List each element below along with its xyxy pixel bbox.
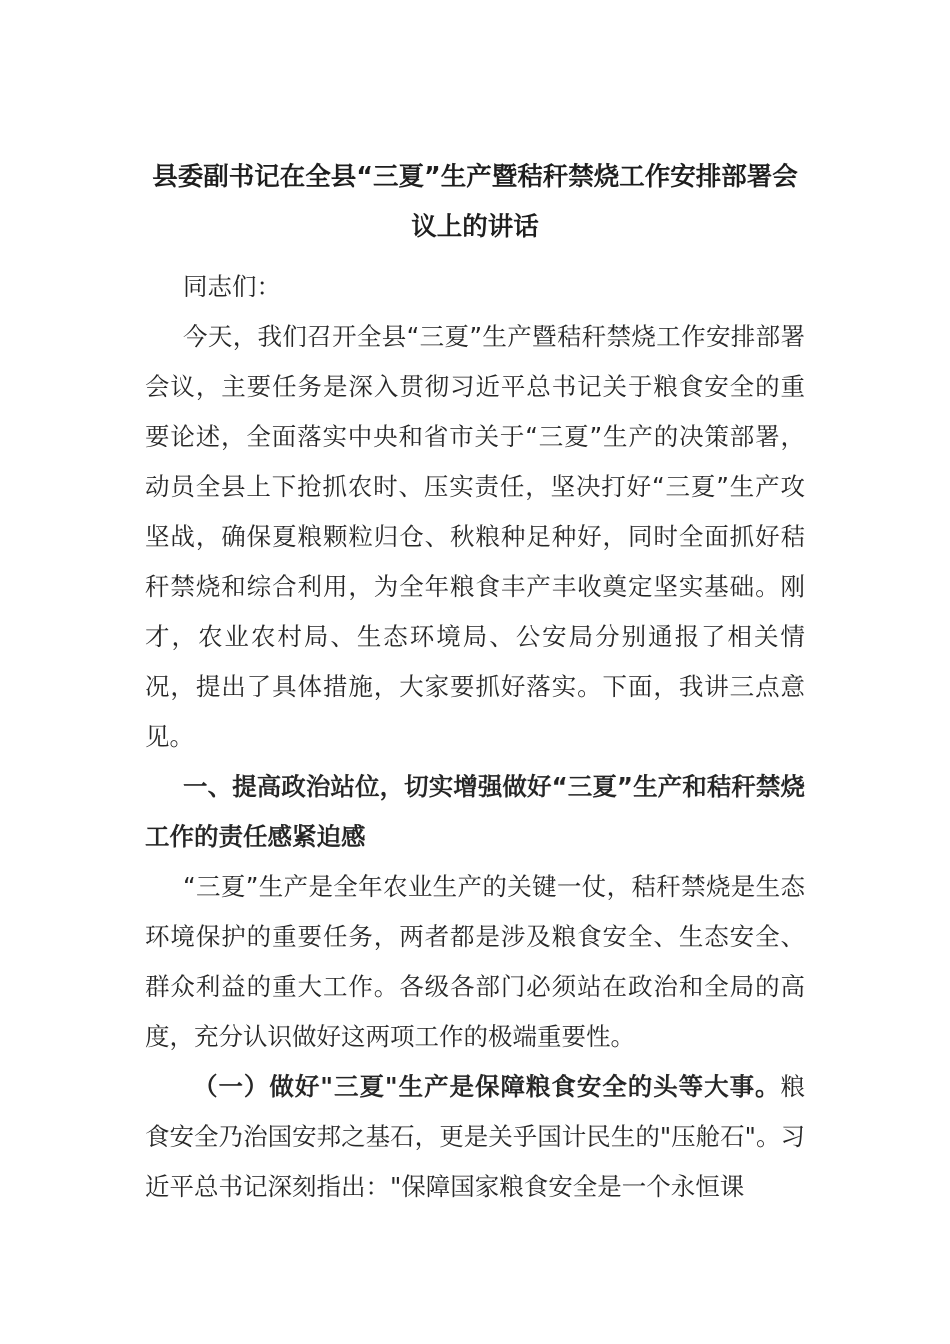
- section-heading: 一、提高政治站位，切实增强做好“三夏”生产和秸秆禁烧工作的责任感紧迫感: [145, 772, 805, 851]
- section-paragraph: “三夏”生产是全年农业生产的关键一仗，秸秆禁烧是生态环境保护的重要任务，两者都是涉及粮食安全、生态安全、群众利益的重大工作。各级各部门必须站在政治和全局的高度，充分认识做好这两项工作的极端重要性。: [145, 872, 805, 1051]
- subsection-text: 粮食安全乃治国安邦之基石，更是关乎国计民生的"压舱石"。习近平总书记深刻指出："保障国家粮食安全是一个永恒课: [145, 1072, 805, 1201]
- intro-paragraph: 今天，我们召开全县“三夏”生产暨秸秆禁烧工作安排部署会议，主要任务是深入贯彻习近平总书记关于粮食安全的重要论述，全面落实中央和省市关于“三夏”生产的决策部署，动员全县上下抢抓农时、压实责任，坚决打好“三夏”生产攻坚战，确保夏粮颗粒归仓、秋粮种足种好，同时全面抓好秸秆禁烧和综合利用，为全年粮食丰产丰收奠定坚实基础。刚才，农业农村局、生态环境局、公安局分别通报了相关情况，提出了具体措施，大家要抓好落实。下面，我讲三点意见。: [145, 322, 805, 751]
- greeting: 同志们：: [183, 272, 281, 301]
- document-body: [145, 262, 805, 1212]
- document-title: 县委副书记在全县“三夏”生产暨秸秆禁烧工作安排部署会议上的讲话: [152, 162, 798, 242]
- subsection-heading: （一）做好"三夏"生产是保障粮食安全的头等大事。: [193, 1072, 781, 1101]
- subsection-paragraph: [145, 1062, 805, 1212]
